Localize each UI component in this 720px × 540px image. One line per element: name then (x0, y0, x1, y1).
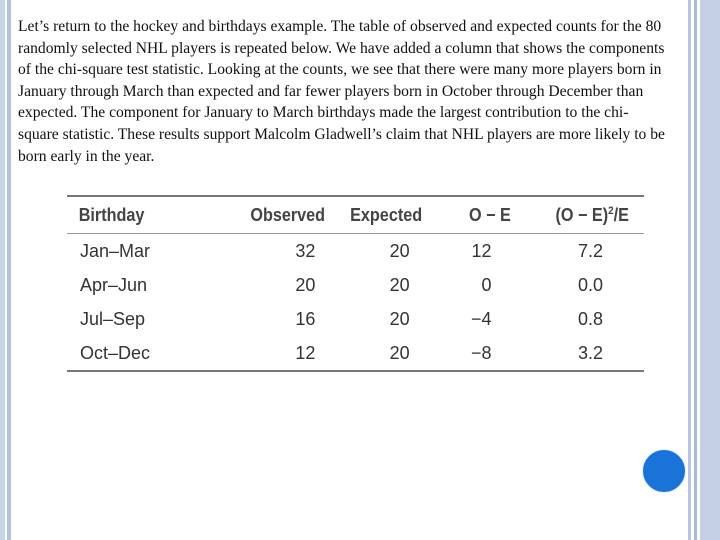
cell-expected: 20 (389, 240, 410, 261)
header-component-tail: /E (613, 204, 629, 225)
table-row (67, 268, 644, 302)
cell-component: 0.8 (577, 308, 603, 329)
cell-o-minus-e: −4 (471, 308, 492, 329)
cell-component: 7.2 (577, 240, 603, 261)
cell-birthday: Jul–Sep (80, 308, 146, 329)
table-row (67, 234, 644, 269)
header-expected: Expected (350, 204, 423, 225)
table-row (67, 302, 644, 336)
cell-expected: 20 (389, 274, 410, 295)
cell-component: 3.2 (577, 342, 603, 363)
cell-o-minus-e: 12 (471, 240, 492, 261)
cell-birthday: Oct–Dec (80, 342, 151, 363)
cell-birthday: Apr–Jun (80, 274, 148, 295)
cell-expected: 20 (389, 342, 410, 363)
cell-expected: 20 (389, 308, 410, 329)
header-o-minus-e: O − E (468, 204, 511, 225)
navigation-circle-button[interactable] (642, 449, 686, 493)
header-component-base: (O − E) (555, 204, 608, 225)
header-component-sup: 2 (607, 204, 614, 217)
table-row (67, 336, 644, 371)
chi-square-table (67, 195, 644, 372)
header-birthday: Birthday (78, 204, 145, 225)
slide-border-left (0, 0, 11, 540)
body-paragraph: Let’s return to the hockey and birthdays example. The table of observed and expected counts for the 80 randomly selected NHL players is repeated below. We have added a column that shows the components of the chi-square test statistic. Looking at the counts, we see that there were many more players born in January through March than expected and far fewer players born in October through December than expected. The component for January to March birthdays made the largest contribution to the chi-square statistic. These results support Malcolm Gladwell’s claim that NHL players are more likely to be born early in the year. (18, 18, 665, 165)
cell-observed: 16 (295, 308, 316, 329)
header-observed: Observed (250, 204, 326, 225)
cell-observed: 32 (295, 240, 316, 261)
cell-component: 0.0 (577, 274, 603, 295)
cell-observed: 12 (295, 342, 316, 363)
table-header-row (67, 196, 644, 234)
header-component (545, 196, 639, 234)
cell-o-minus-e: −8 (471, 342, 492, 363)
cell-o-minus-e: 0 (481, 274, 492, 295)
cell-birthday: Jan–Mar (80, 240, 151, 261)
cell-observed: 20 (295, 274, 316, 295)
slide-border-right (688, 0, 720, 540)
